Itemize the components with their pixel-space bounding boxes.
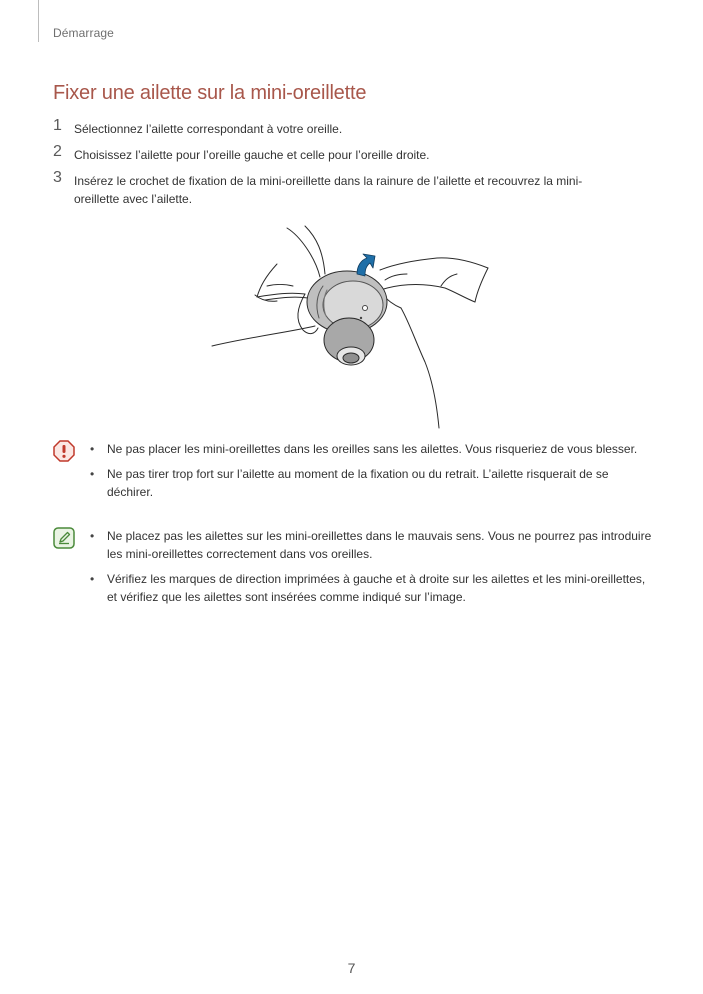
step-item (53, 117, 653, 138)
note-item (90, 527, 653, 563)
caution-icon (53, 440, 75, 462)
running-header: Démarrage (53, 26, 114, 40)
left-hand-drawing (212, 226, 325, 346)
page-number: 7 (347, 960, 356, 976)
right-hand-drawing (375, 258, 488, 428)
step-text: Choisissez l’ailette pour l’oreille gauche et celle pour l’oreille droite. (74, 148, 430, 162)
note-list (90, 527, 653, 606)
rotate-arrow-icon (357, 254, 375, 276)
bullet-icon: • (90, 442, 95, 456)
caution-item (90, 465, 653, 501)
step-text: Sélectionnez l’ailette correspondant à votre oreille. (74, 122, 343, 136)
note-text: Ne placez pas les ailettes sur les mini-oreillettes dans le mauvais sens. Vous ne pourrez pas introduire les mini-oreillettes correctement dans vos oreilles. (107, 529, 652, 561)
step-number: 1 (53, 117, 62, 134)
earbud-wingtip-attach-illustration (205, 222, 505, 432)
step-item (53, 169, 604, 208)
note-block (53, 527, 653, 606)
caution-item (90, 440, 653, 458)
step-item (53, 143, 653, 164)
note-text: Vérifiez les marques de direction imprimées à gauche et à droite sur les ailettes et les mini-oreillettes, et vérifiez que les ailettes sont insérées comme indiqué sur l’image. (107, 572, 646, 604)
step-text: Insérez le crochet de fixation de la mini-oreillette dans la rainure de l’ailette et recouvrez la mini-oreillette avec l’ailette. (74, 174, 583, 206)
bullet-icon: • (90, 572, 95, 586)
step-number: 2 (53, 143, 62, 160)
note-icon (53, 527, 75, 549)
bullet-icon: • (90, 529, 95, 543)
note-item (90, 570, 653, 606)
caution-block (53, 440, 653, 501)
steps-list (53, 117, 653, 208)
caution-text: Ne pas placer les mini-oreillettes dans les oreilles sans les ailettes. Vous risqueriez de vous blesser. (107, 442, 638, 456)
page-title: Fixer une ailette sur la mini-oreillette (53, 82, 367, 104)
header-divider (38, 0, 39, 42)
caution-list (90, 440, 653, 501)
step-number: 3 (53, 169, 62, 186)
bullet-icon: • (90, 467, 95, 481)
caution-text: Ne pas tirer trop fort sur l’ailette au moment de la fixation ou du retrait. L’ailette risquerait de se déchirer. (107, 467, 609, 499)
